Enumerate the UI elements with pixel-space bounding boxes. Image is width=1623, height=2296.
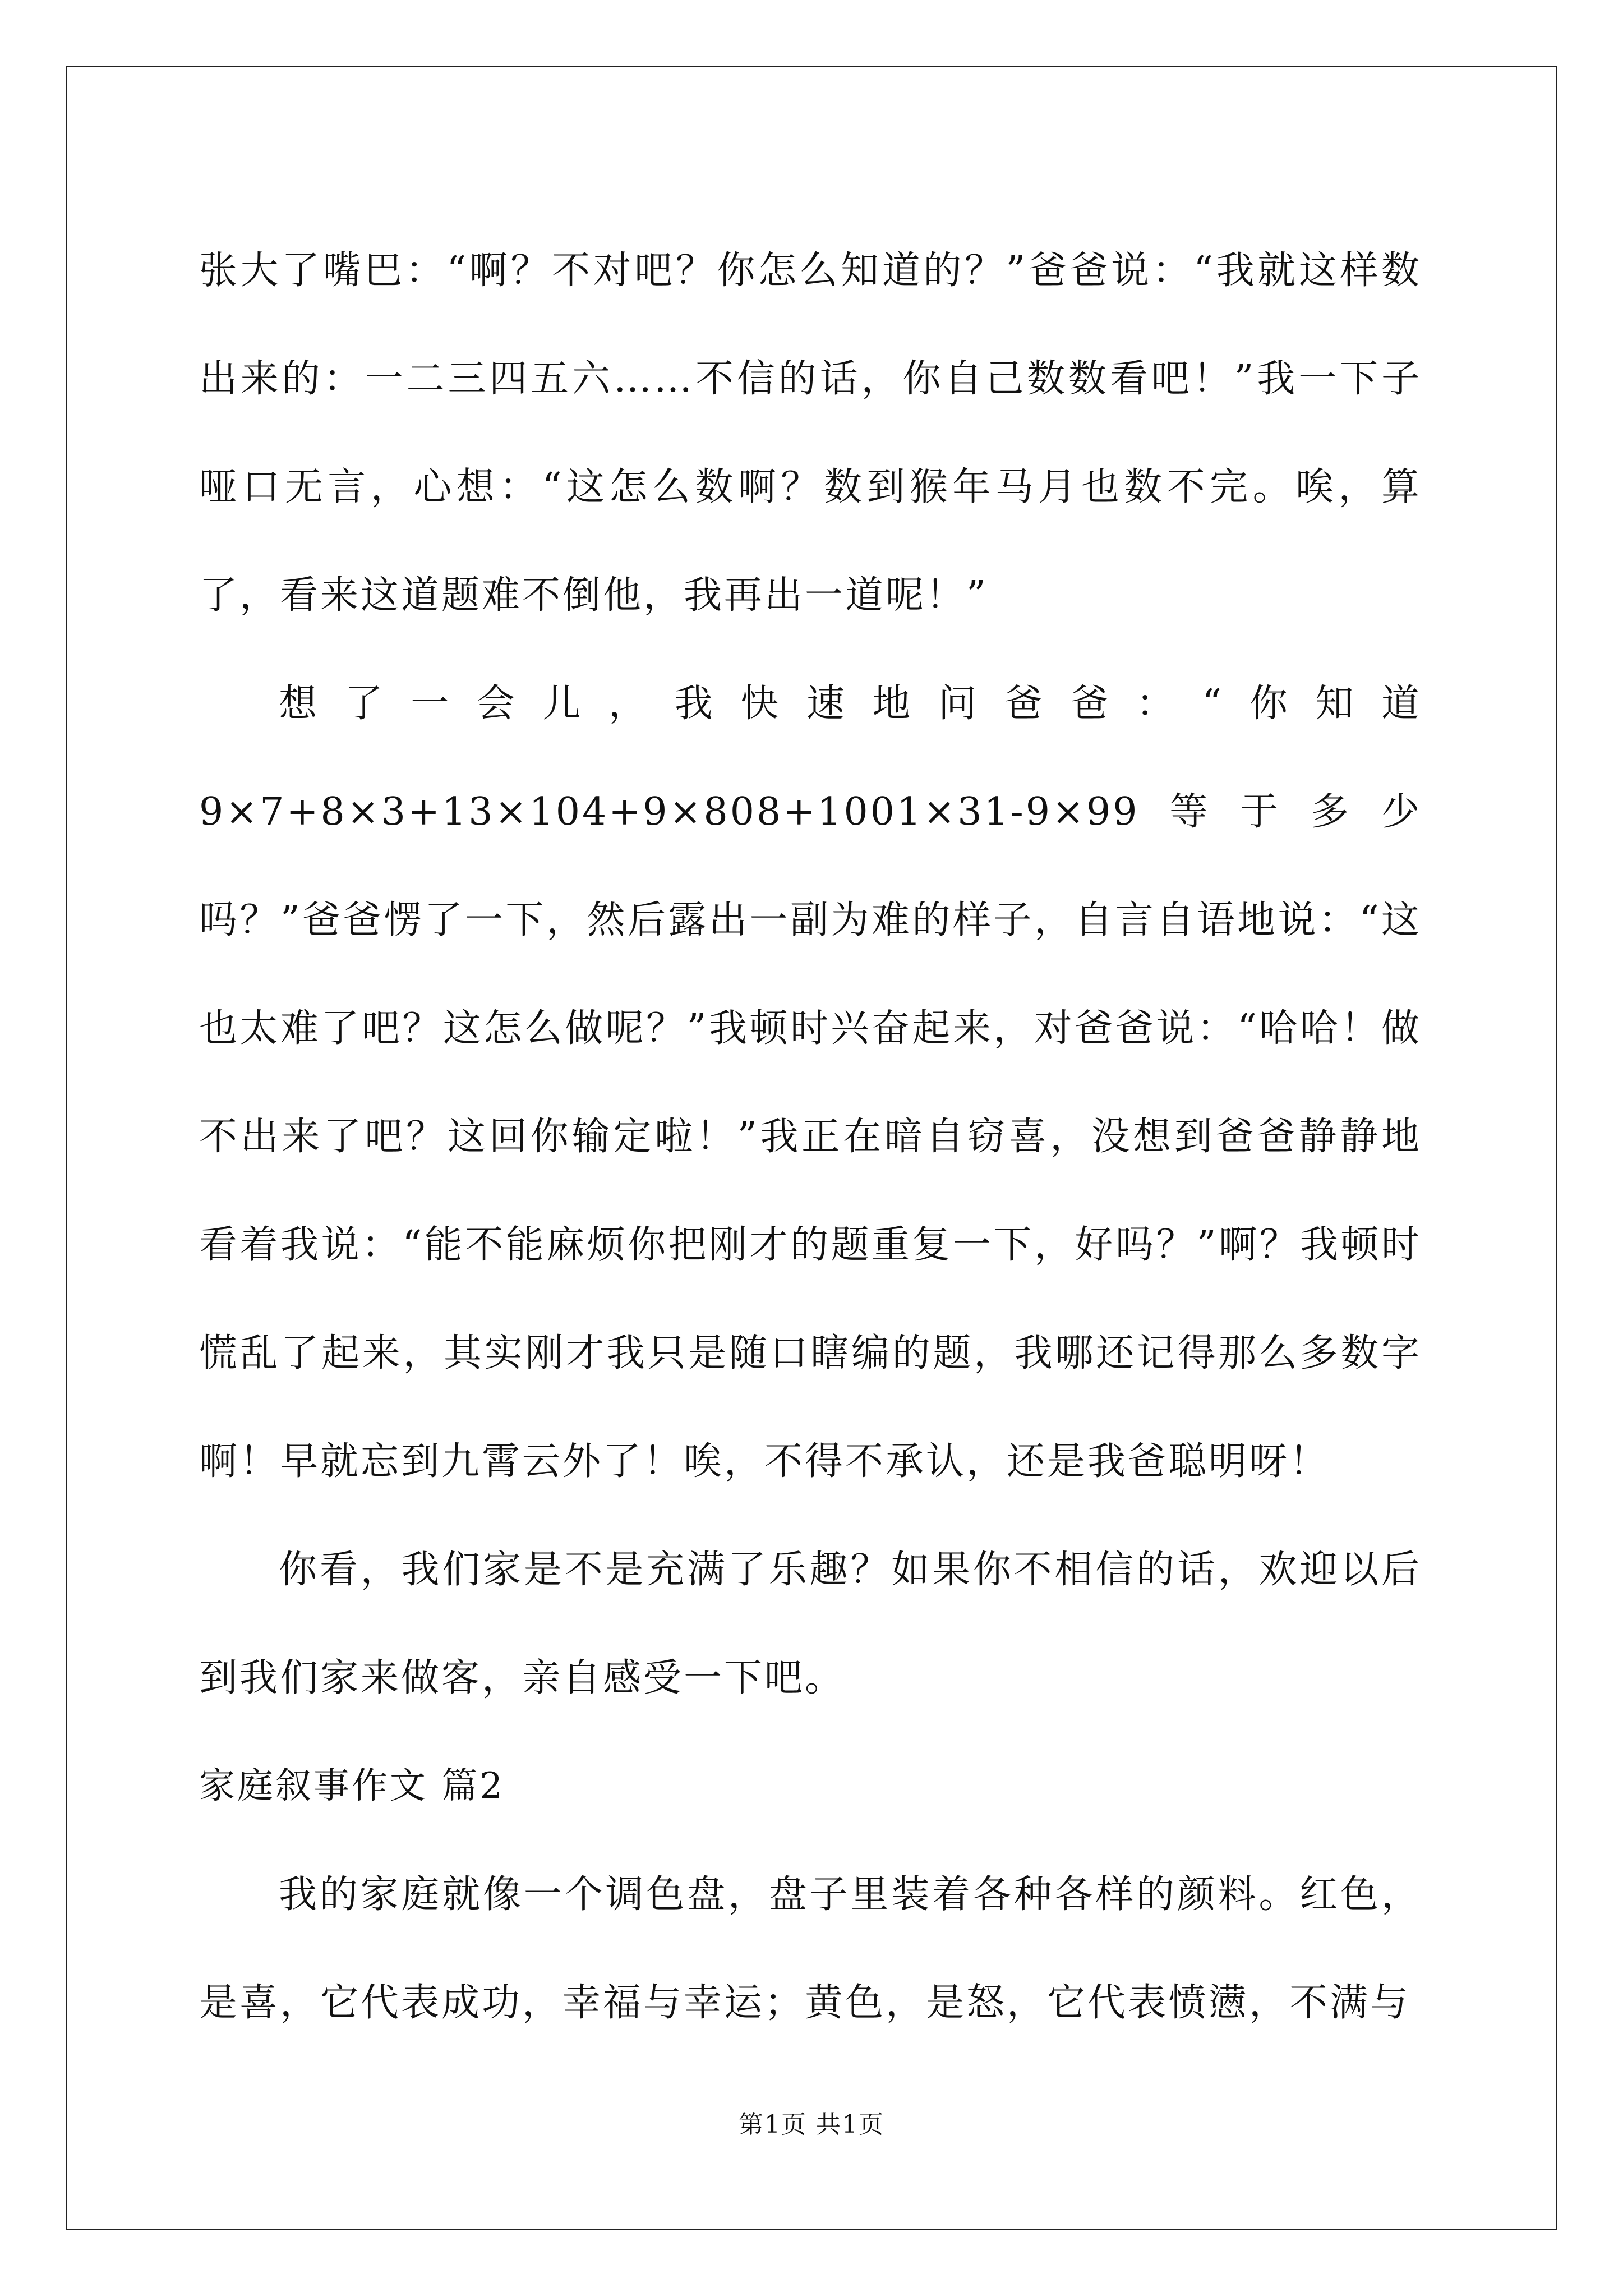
document-body [199, 217, 1422, 2057]
page-footer: 第1页 共1页 [739, 2110, 884, 2139]
paragraph-continued: 张大了嘴巴：“啊？不对吧？你怎么知道的？”爸爸说：“我就这样数出来的：一二三四五六……不信的话，你自己数数看吧！”我一下子哑口无言，心想：“这怎么数啊？数到猴年马月也数不完。唉，算了，看来这道题难不倒他，我再出一道呢！” [199, 249, 1422, 618]
section-heading: 家庭叙事作文 篇2 [199, 1765, 505, 1807]
paragraph-conclusion: 你看，我们家是不是充满了乐趣？如果你不相信的话，欢迎以后到我们家来做客，亲自感受一下吧。 [199, 1548, 1422, 1700]
paragraph-question: 想了一会儿，我快速地问爸爸：“你知道9×7+8×3+13×104+9×808+1001×31-9×99等于多少吗？”爸爸愣了一下，然后露出一副为难的样子，自言自语地说：“这也太难了吧？这怎么做呢？”我顿时兴奋起来，对爸爸说：“哈哈！做不出来了吧？这回你输定啦！”我正在暗自窃喜，没想到爸爸静静地看着我说：“能不能麻烦你把刚才的题重复一下，好吗？”啊？我顿时慌乱了起来，其实刚才我只是随口瞎编的题，我哪还记得那么多数字啊！早就忘到九霄云外了！唉，不得不承认，还是我爸聪明呀！ [199, 682, 1422, 1484]
paragraph-palette: 我的家庭就像一个调色盘，盘子里装着各种各样的颜料。红色，是喜，它代表成功，幸福与幸运；黄色，是怒，它代表愤懑，不满与 [199, 1872, 1422, 2025]
